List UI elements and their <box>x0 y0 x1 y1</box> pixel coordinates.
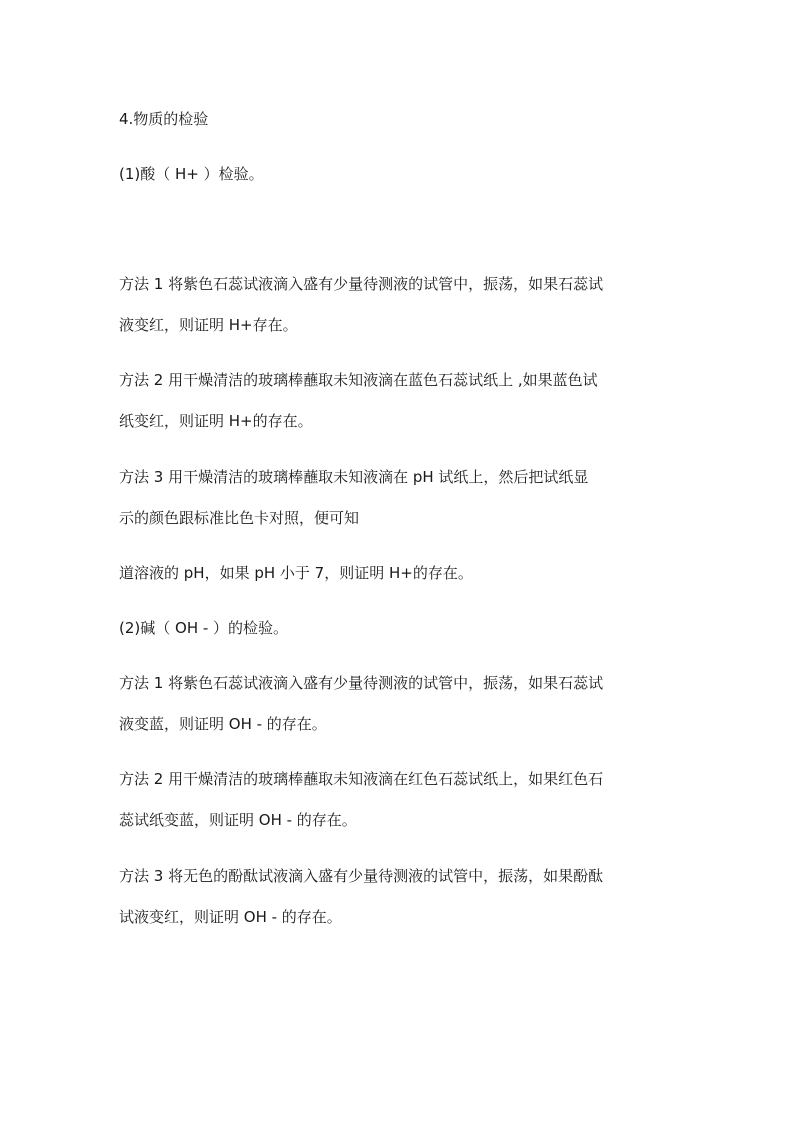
base-method-1-line-2: 液变蓝，则证明 OH - 的存在。 <box>119 715 327 733</box>
section-heading: 4.物质的检验 <box>119 110 209 128</box>
acid-method-3-line-3: 道溶液的 pH，如果 pH 小于 7，则证明 H+的存在。 <box>119 564 473 582</box>
subsection-acid-heading: (1)酸（ H+ ）检验。 <box>119 165 264 183</box>
subsection-base-heading: (2)碱（ OH - ）的检验。 <box>119 619 289 637</box>
base-method-2-line-1: 方法 2 用干燥清洁的玻璃棒蘸取未知液滴在红色石蕊试纸上，如果红色石 <box>119 770 604 788</box>
acid-method-3-line-2: 示的颜色跟标准比色卡对照，便可知 <box>119 509 360 527</box>
acid-method-3-line-1: 方法 3 用干燥清洁的玻璃棒蘸取未知液滴在 pH 试纸上，然后把试纸显 <box>119 468 589 486</box>
base-method-3-line-1: 方法 3 将无色的酚酞试液滴入盛有少量待测液的试管中，振荡，如果酚酞 <box>119 867 604 885</box>
base-method-3-line-2: 试液变红，则证明 OH - 的存在。 <box>119 908 342 926</box>
acid-method-2-line-1: 方法 2 用干燥清洁的玻璃棒蘸取未知液滴在蓝色石蕊试纸上 ,如果蓝色试 <box>119 371 598 389</box>
acid-method-1-line-2: 液变红，则证明 H+存在。 <box>119 316 298 334</box>
acid-method-2-line-2: 纸变红，则证明 H+的存在。 <box>119 412 313 430</box>
base-method-1-line-1: 方法 1 将紫色石蕊试液滴入盛有少量待测液的试管中，振荡，如果石蕊试 <box>119 674 604 692</box>
base-method-2-line-2: 蕊试纸变蓝，则证明 OH - 的存在。 <box>119 811 357 829</box>
acid-method-1-line-1: 方法 1 将紫色石蕊试液滴入盛有少量待测液的试管中，振荡，如果石蕊试 <box>119 275 604 293</box>
